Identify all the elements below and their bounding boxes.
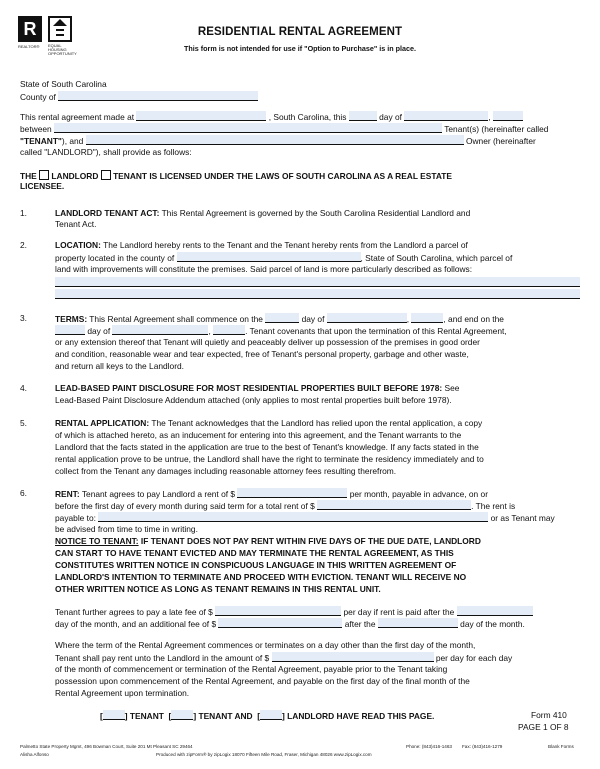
realtor-caption: REALTOR® bbox=[18, 44, 40, 49]
prorate-line-5: Rental Agreement upon termination. bbox=[55, 688, 190, 698]
end-day-field[interactable] bbox=[55, 325, 85, 335]
section-5-line-1: RENTAL APPLICATION: The Tenant acknowledges that the Landlord has relied upon the rental application, a copy bbox=[55, 418, 483, 428]
owner-name-field[interactable] bbox=[86, 135, 464, 145]
end-year-field[interactable] bbox=[213, 325, 245, 335]
footer-agent: Alisha Alfonso bbox=[20, 752, 49, 757]
additional-day-field[interactable] bbox=[378, 618, 458, 628]
prorate-line-3: of the month of commencement or termination of the Rental Agreement, payable prior to the Tenant taking bbox=[55, 664, 448, 674]
start-year-field[interactable] bbox=[411, 313, 443, 323]
notice-line-2: CAN START TO HAVE TENANT EVICTED AND MAY TERMINATE THE RENTAL AGREEMENT, AS THIS bbox=[55, 548, 454, 558]
description-field-1[interactable] bbox=[55, 277, 580, 287]
prorate-line-2: Tenant shall pay rent unto the Landlord in the amount of $ per day for each day bbox=[55, 653, 513, 663]
section-3-line-5: and return all keys to the Landlord. bbox=[55, 361, 184, 371]
footer-produced: Produced with zipForm® by zipLogix 18070 Fifteen Mile Road, Fraser, Michigan 48026 www.zipLogix.com bbox=[156, 752, 372, 757]
section-5-line-3: Landlord that the facts stated in the application are true to the best of Tenant's knowledge. If any facts stated in the bbox=[55, 442, 479, 452]
license-line-2: LICENSEE. bbox=[20, 181, 65, 191]
section-6-line-3: payable to: or as Tenant may bbox=[55, 513, 555, 523]
tenant-licensed-checkbox[interactable] bbox=[101, 170, 111, 180]
footer-blank-forms: Blank Forms bbox=[548, 744, 574, 749]
total-rent-field[interactable] bbox=[317, 500, 471, 510]
made-at-field[interactable] bbox=[136, 111, 266, 121]
section-3-line-4: and condition, reasonable wear and tear expected, free of Tenant's personal property, garbage and other waste, bbox=[55, 349, 469, 359]
late-fee-line-1: Tenant further agrees to pay a late fee of $ per day if rent is paid after the bbox=[55, 606, 533, 618]
page-number: PAGE 1 OF 8 bbox=[518, 722, 569, 732]
landlord-initials-field[interactable] bbox=[260, 710, 282, 720]
tenant-2-initials-field[interactable] bbox=[171, 710, 193, 720]
tenant-name-field[interactable] bbox=[54, 123, 442, 133]
year-field[interactable] bbox=[493, 111, 523, 121]
county-field[interactable] bbox=[58, 91, 258, 101]
late-day-field[interactable] bbox=[457, 606, 533, 616]
section-1-line-2: Tenant Act. bbox=[55, 219, 97, 229]
start-day-field[interactable] bbox=[265, 313, 299, 323]
notice-line-3: CONSTITUTES WRITTEN NOTICE IN CONSPICUOUS LANGUAGE IN THIS WRITTEN AGREEMENT OF bbox=[55, 560, 457, 570]
section-3-line-1: TERMS: This Rental Agreement shall commence on the day of , , and end on the bbox=[55, 314, 504, 324]
late-fee-field[interactable] bbox=[215, 606, 341, 616]
eho-caption: EQUAL HOUSING OPPORTUNITY bbox=[48, 43, 77, 56]
section-6-line-4: be advised from time to time in writing. bbox=[55, 524, 198, 534]
location-county-field[interactable] bbox=[177, 252, 361, 262]
footer-company: Palmetto State Property Mgmt, 496 Bowman Court, Suite 201 Mt Pleasant SC 29464 bbox=[20, 744, 193, 749]
section-4-line-2: Lead-Based Paint Disclosure Addendum attached (only applies to most rental properties built before 1978). bbox=[55, 395, 452, 405]
form-number: Form 410 bbox=[531, 710, 567, 720]
prorate-line-4: possession upon commencement of the Rental Agreement, and payable on the first day of the final month of the bbox=[55, 676, 470, 686]
section-3-line-2: day of , . Tenant covenants that upon the termination of this Rental Agreement, bbox=[55, 325, 507, 337]
start-month-field[interactable] bbox=[327, 313, 407, 323]
made-at-line: This rental agreement made at , South Carolina, this day of , bbox=[20, 111, 523, 123]
monthly-rent-field[interactable] bbox=[237, 488, 347, 498]
notice-line-4: LANDLORD'S INTENTION TO TERMINATE AND PROCEED WITH EVICTION. TENANT WILL RECEIVE NO bbox=[55, 572, 467, 582]
section-6-line-2: before the first day of every month during said term for a total rent of $ . The rent is bbox=[55, 501, 516, 511]
section-5-number: 5. bbox=[20, 418, 27, 428]
payable-to-field[interactable] bbox=[98, 512, 488, 522]
month-field[interactable] bbox=[404, 111, 488, 121]
license-line: THE LANDLORD TENANT IS LICENSED UNDER THE LAWS OF SOUTH CAROLINA AS A REAL ESTATE bbox=[20, 171, 452, 181]
section-5-line-4: rental application prove to be untrue, the Landlord shall have the right to terminate the residency immediately and to bbox=[55, 454, 484, 464]
state-line: State of South Carolina bbox=[20, 79, 107, 89]
additional-fee-field[interactable] bbox=[218, 618, 342, 628]
section-3-number: 3. bbox=[20, 313, 27, 323]
between-line: between Tenant(s) (hereinafter called bbox=[20, 124, 549, 134]
section-3-line-3: or any extension thereof that Tenant will quietly and peaceably deliver up possession of the premises in good order bbox=[55, 337, 480, 347]
section-6-number: 6. bbox=[20, 488, 27, 498]
prorate-line-1: Where the term of the Rental Agreement commences or terminates on a day other than the first day of the month, bbox=[55, 640, 476, 650]
section-4-number: 4. bbox=[20, 383, 27, 393]
footer-phone: Phone: (843)416-1463 bbox=[406, 744, 452, 749]
notice-line-5: OTHER WRITTEN NOTICE AS LONG AS TENANT REMAINS IN THIS RENTAL UNIT. bbox=[55, 584, 381, 594]
called-landlord-line: called "LANDLORD"), shall provide as follows: bbox=[20, 147, 192, 157]
document-title: RESIDENTIAL RENTAL AGREEMENT bbox=[197, 26, 403, 38]
section-2-number: 2. bbox=[20, 240, 27, 250]
tenant-owner-line: "TENANT"), and Owner (hereinafter bbox=[20, 136, 536, 146]
description-field-2[interactable] bbox=[55, 289, 580, 299]
end-month-field[interactable] bbox=[112, 325, 208, 335]
late-fee-line-2: day of the month, and an additional fee of $ after the day of the month. bbox=[55, 619, 525, 629]
notice-line-1: NOTICE TO TENANT: IF TENANT DOES NOT PAY RENT WITHIN FIVE DAYS OF THE DUE DATE, LANDLORD bbox=[55, 536, 481, 546]
landlord-licensed-checkbox[interactable] bbox=[39, 170, 49, 180]
initials-line: [ ] TENANT [ ] TENANT AND [ ] LANDLORD HAVE READ THIS PAGE. bbox=[100, 711, 435, 721]
prorate-amount-field[interactable] bbox=[272, 652, 434, 662]
section-4-line-1: LEAD-BASED PAINT DISCLOSURE FOR MOST RESIDENTIAL PROPERTIES BUILT BEFORE 1978: See bbox=[55, 383, 460, 393]
section-5-line-2: of which is attached hereto, as an inducement for entering into this agreement, and the Tenant warrants to the bbox=[55, 430, 462, 440]
tenant-1-initials-field[interactable] bbox=[103, 710, 125, 720]
section-2-line-1: LOCATION: The Landlord hereby rents to the Tenant and the Tenant hereby rents from the Landlord a parcel of bbox=[55, 240, 468, 250]
footer-fax: Fax: (843)416-1279 bbox=[462, 744, 503, 749]
section-5-line-5: collect from the Tenant any damages including reasonable attorney fees resulting therefrom. bbox=[55, 466, 397, 476]
document-subtitle: This form is not intended for use if "Option to Purchase" is in place. bbox=[183, 44, 417, 53]
section-1-number: 1. bbox=[20, 208, 27, 218]
section-2-line-2: property located in the county of , State of South Carolina, which parcel of bbox=[55, 253, 513, 263]
section-1-line-1: LANDLORD TENANT ACT: This Rental Agreement is governed by the South Carolina Residential Landlord and bbox=[55, 208, 471, 218]
day-field[interactable] bbox=[349, 111, 377, 121]
section-2-line-3: land with improvements will constitute the premises. Said parcel of land is more particularly described as follows: bbox=[55, 264, 473, 274]
county-line: County of bbox=[20, 91, 258, 103]
realtor-logo: R bbox=[18, 16, 42, 42]
section-6-line-1: RENT: Tenant agrees to pay Landlord a rent of $ per month, payable in advance, on or bbox=[55, 489, 488, 499]
